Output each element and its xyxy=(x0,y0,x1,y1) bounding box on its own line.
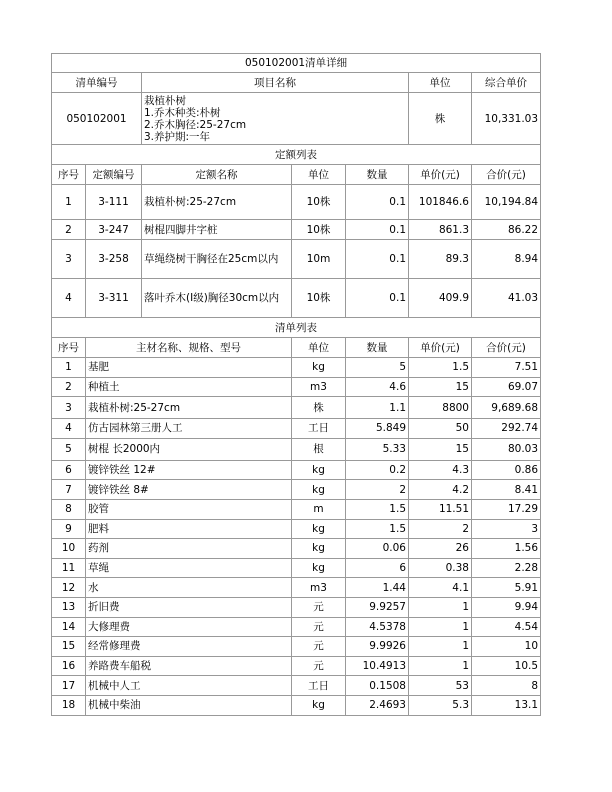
quota-total: 8.94 xyxy=(472,240,541,279)
sheet-title: 050102001清单详细 xyxy=(52,54,541,73)
material-header-cell: 数量 xyxy=(346,338,409,358)
material-total: 2.28 xyxy=(472,558,541,578)
material-price: 26 xyxy=(409,539,472,559)
material-no: 4 xyxy=(52,419,86,439)
material-unit: 元 xyxy=(292,597,346,617)
material-price: 1 xyxy=(409,637,472,657)
material-total: 4.54 xyxy=(472,617,541,637)
material-name: 草绳 xyxy=(86,558,292,578)
header-name: 项目名称 xyxy=(142,73,409,93)
material-qty: 2.4693 xyxy=(346,695,409,715)
material-total: 0.86 xyxy=(472,460,541,480)
material-row xyxy=(52,519,541,539)
material-no: 12 xyxy=(52,578,86,598)
material-no: 3 xyxy=(52,397,86,419)
material-unit: kg xyxy=(292,558,346,578)
material-total: 17.29 xyxy=(472,499,541,519)
quota-unit: 10株 xyxy=(292,185,346,220)
quota-name: 栽植朴树:25-27cm xyxy=(142,185,292,220)
material-unit: 根 xyxy=(292,438,346,460)
material-row xyxy=(52,377,541,397)
material-row xyxy=(52,558,541,578)
material-header-cell: 序号 xyxy=(52,338,86,358)
quota-row xyxy=(52,220,541,240)
material-row xyxy=(52,539,541,559)
bill-detail-sheet xyxy=(51,53,540,716)
material-total: 7.51 xyxy=(472,358,541,378)
quota-price: 89.3 xyxy=(409,240,472,279)
material-unit: kg xyxy=(292,358,346,378)
quota-total: 41.03 xyxy=(472,279,541,318)
material-row xyxy=(52,637,541,657)
material-total: 9,689.68 xyxy=(472,397,541,419)
quota-header-cell: 单价(元) xyxy=(409,165,472,185)
material-price: 50 xyxy=(409,419,472,439)
material-no: 18 xyxy=(52,695,86,715)
quota-price: 861.3 xyxy=(409,220,472,240)
material-name: 镀锌铁丝 8# xyxy=(86,480,292,500)
material-price: 4.1 xyxy=(409,578,472,598)
material-unit: 元 xyxy=(292,656,346,676)
material-qty: 10.4913 xyxy=(346,656,409,676)
material-price: 53 xyxy=(409,676,472,696)
quota-row xyxy=(52,185,541,220)
material-name: 胶管 xyxy=(86,499,292,519)
quota-name: 树棍四脚井字桩 xyxy=(142,220,292,240)
material-qty: 4.6 xyxy=(346,377,409,397)
material-unit: 株 xyxy=(292,397,346,419)
material-total: 10.5 xyxy=(472,656,541,676)
material-row xyxy=(52,480,541,500)
quota-code: 3-247 xyxy=(86,220,142,240)
item-name-line: 2.乔木胸径:25-27cm xyxy=(144,118,247,131)
material-name: 大修理费 xyxy=(86,617,292,637)
material-header-cell: 主材名称、规格、型号 xyxy=(86,338,292,358)
material-no: 15 xyxy=(52,637,86,657)
quota-header-cell: 数量 xyxy=(346,165,409,185)
material-name: 基肥 xyxy=(86,358,292,378)
quota-no: 1 xyxy=(52,185,86,220)
material-total: 69.07 xyxy=(472,377,541,397)
material-unit: kg xyxy=(292,695,346,715)
material-name: 水 xyxy=(86,578,292,598)
item-price: 10,331.03 xyxy=(472,93,541,145)
material-name: 树棍 长2000内 xyxy=(86,438,292,460)
quota-code: 3-258 xyxy=(86,240,142,279)
material-name: 机械中柴油 xyxy=(86,695,292,715)
material-name: 肥料 xyxy=(86,519,292,539)
material-header-cell: 合价(元) xyxy=(472,338,541,358)
header-unit: 单位 xyxy=(409,73,472,93)
material-price: 0.38 xyxy=(409,558,472,578)
material-name: 机械中人工 xyxy=(86,676,292,696)
quota-price: 101846.6 xyxy=(409,185,472,220)
quota-no: 3 xyxy=(52,240,86,279)
quota-total: 10,194.84 xyxy=(472,185,541,220)
material-name: 经常修理费 xyxy=(86,637,292,657)
material-unit: 工日 xyxy=(292,676,346,696)
material-qty: 0.2 xyxy=(346,460,409,480)
item-code: 050102001 xyxy=(52,93,142,145)
material-section-title: 清单列表 xyxy=(52,318,541,338)
material-row xyxy=(52,617,541,637)
quota-header-cell: 单位 xyxy=(292,165,346,185)
material-total: 3 xyxy=(472,519,541,539)
material-qty: 2 xyxy=(346,480,409,500)
material-row xyxy=(52,656,541,676)
material-total: 80.03 xyxy=(472,438,541,460)
material-qty: 9.9926 xyxy=(346,637,409,657)
material-qty: 5.849 xyxy=(346,419,409,439)
material-no: 14 xyxy=(52,617,86,637)
material-qty: 0.1508 xyxy=(346,676,409,696)
material-qty: 1.5 xyxy=(346,499,409,519)
material-unit: kg xyxy=(292,539,346,559)
material-row xyxy=(52,358,541,378)
material-price: 1.5 xyxy=(409,358,472,378)
material-row xyxy=(52,438,541,460)
material-row xyxy=(52,597,541,617)
material-name: 种植土 xyxy=(86,377,292,397)
material-no: 2 xyxy=(52,377,86,397)
material-qty: 5 xyxy=(346,358,409,378)
quota-price: 409.9 xyxy=(409,279,472,318)
material-name: 药剂 xyxy=(86,539,292,559)
quota-section-title: 定额列表 xyxy=(52,145,541,165)
material-name: 折旧费 xyxy=(86,597,292,617)
quota-qty: 0.1 xyxy=(346,240,409,279)
quota-no: 2 xyxy=(52,220,86,240)
material-no: 16 xyxy=(52,656,86,676)
material-row xyxy=(52,578,541,598)
material-unit: kg xyxy=(292,460,346,480)
quota-unit: 10株 xyxy=(292,220,346,240)
item-name-line: 1.乔木种类:朴树 xyxy=(144,106,221,119)
material-total: 8.41 xyxy=(472,480,541,500)
quota-qty: 0.1 xyxy=(346,279,409,318)
quota-qty: 0.1 xyxy=(346,185,409,220)
material-total: 1.56 xyxy=(472,539,541,559)
material-price: 5.3 xyxy=(409,695,472,715)
material-price: 2 xyxy=(409,519,472,539)
header-code: 清单编号 xyxy=(52,73,142,93)
quota-qty: 0.1 xyxy=(346,220,409,240)
material-header-cell: 单价(元) xyxy=(409,338,472,358)
material-price: 15 xyxy=(409,438,472,460)
material-row xyxy=(52,499,541,519)
material-unit: kg xyxy=(292,480,346,500)
material-qty: 5.33 xyxy=(346,438,409,460)
material-price: 4.2 xyxy=(409,480,472,500)
header-price: 综合单价 xyxy=(472,73,541,93)
quota-header-cell: 序号 xyxy=(52,165,86,185)
item-name-line: 栽植朴树 xyxy=(144,94,186,107)
quota-unit: 10m xyxy=(292,240,346,279)
quota-header-cell: 定额名称 xyxy=(142,165,292,185)
material-no: 9 xyxy=(52,519,86,539)
material-price: 1 xyxy=(409,597,472,617)
item-unit: 株 xyxy=(409,93,472,145)
material-row xyxy=(52,676,541,696)
material-unit: 元 xyxy=(292,617,346,637)
material-total: 5.91 xyxy=(472,578,541,598)
quota-row xyxy=(52,279,541,318)
material-qty: 6 xyxy=(346,558,409,578)
quota-header-cell: 定额编号 xyxy=(86,165,142,185)
material-qty: 1.1 xyxy=(346,397,409,419)
material-price: 1 xyxy=(409,617,472,637)
quota-unit: 10株 xyxy=(292,279,346,318)
quota-total: 86.22 xyxy=(472,220,541,240)
material-total: 10 xyxy=(472,637,541,657)
material-no: 8 xyxy=(52,499,86,519)
quota-name: 草绳绕树干胸径在25cm以内 xyxy=(142,240,292,279)
material-total: 8 xyxy=(472,676,541,696)
material-total: 292.74 xyxy=(472,419,541,439)
material-qty: 4.5378 xyxy=(346,617,409,637)
material-row xyxy=(52,397,541,419)
material-name: 栽植朴树:25-27cm xyxy=(86,397,292,419)
quota-header-cell: 合价(元) xyxy=(472,165,541,185)
quota-no: 4 xyxy=(52,279,86,318)
material-row xyxy=(52,695,541,715)
material-no: 6 xyxy=(52,460,86,480)
material-unit: kg xyxy=(292,519,346,539)
material-total: 9.94 xyxy=(472,597,541,617)
material-price: 8800 xyxy=(409,397,472,419)
material-no: 11 xyxy=(52,558,86,578)
material-header-cell: 单位 xyxy=(292,338,346,358)
material-qty: 1.5 xyxy=(346,519,409,539)
material-name: 仿古园林第三册人工 xyxy=(86,419,292,439)
material-no: 7 xyxy=(52,480,86,500)
material-qty: 0.06 xyxy=(346,539,409,559)
material-unit: 工日 xyxy=(292,419,346,439)
material-no: 17 xyxy=(52,676,86,696)
material-name: 养路费车船税 xyxy=(86,656,292,676)
material-unit: m3 xyxy=(292,377,346,397)
material-price: 4.3 xyxy=(409,460,472,480)
material-price: 1 xyxy=(409,656,472,676)
quota-row xyxy=(52,240,541,279)
quota-code: 3-111 xyxy=(86,185,142,220)
bill-detail-table xyxy=(51,53,541,716)
material-name: 镀锌铁丝 12# xyxy=(86,460,292,480)
item-name xyxy=(142,93,409,145)
material-unit: 元 xyxy=(292,637,346,657)
material-unit: m3 xyxy=(292,578,346,598)
material-row xyxy=(52,460,541,480)
quota-name: 落叶乔木(I级)胸径30cm以内 xyxy=(142,279,292,318)
material-price: 11.51 xyxy=(409,499,472,519)
material-qty: 1.44 xyxy=(346,578,409,598)
material-unit: m xyxy=(292,499,346,519)
item-name-line: 3.养护期:一年 xyxy=(144,130,211,143)
material-row xyxy=(52,419,541,439)
material-no: 5 xyxy=(52,438,86,460)
material-no: 13 xyxy=(52,597,86,617)
quota-code: 3-311 xyxy=(86,279,142,318)
material-no: 1 xyxy=(52,358,86,378)
material-total: 13.1 xyxy=(472,695,541,715)
material-no: 10 xyxy=(52,539,86,559)
material-qty: 9.9257 xyxy=(346,597,409,617)
material-price: 15 xyxy=(409,377,472,397)
